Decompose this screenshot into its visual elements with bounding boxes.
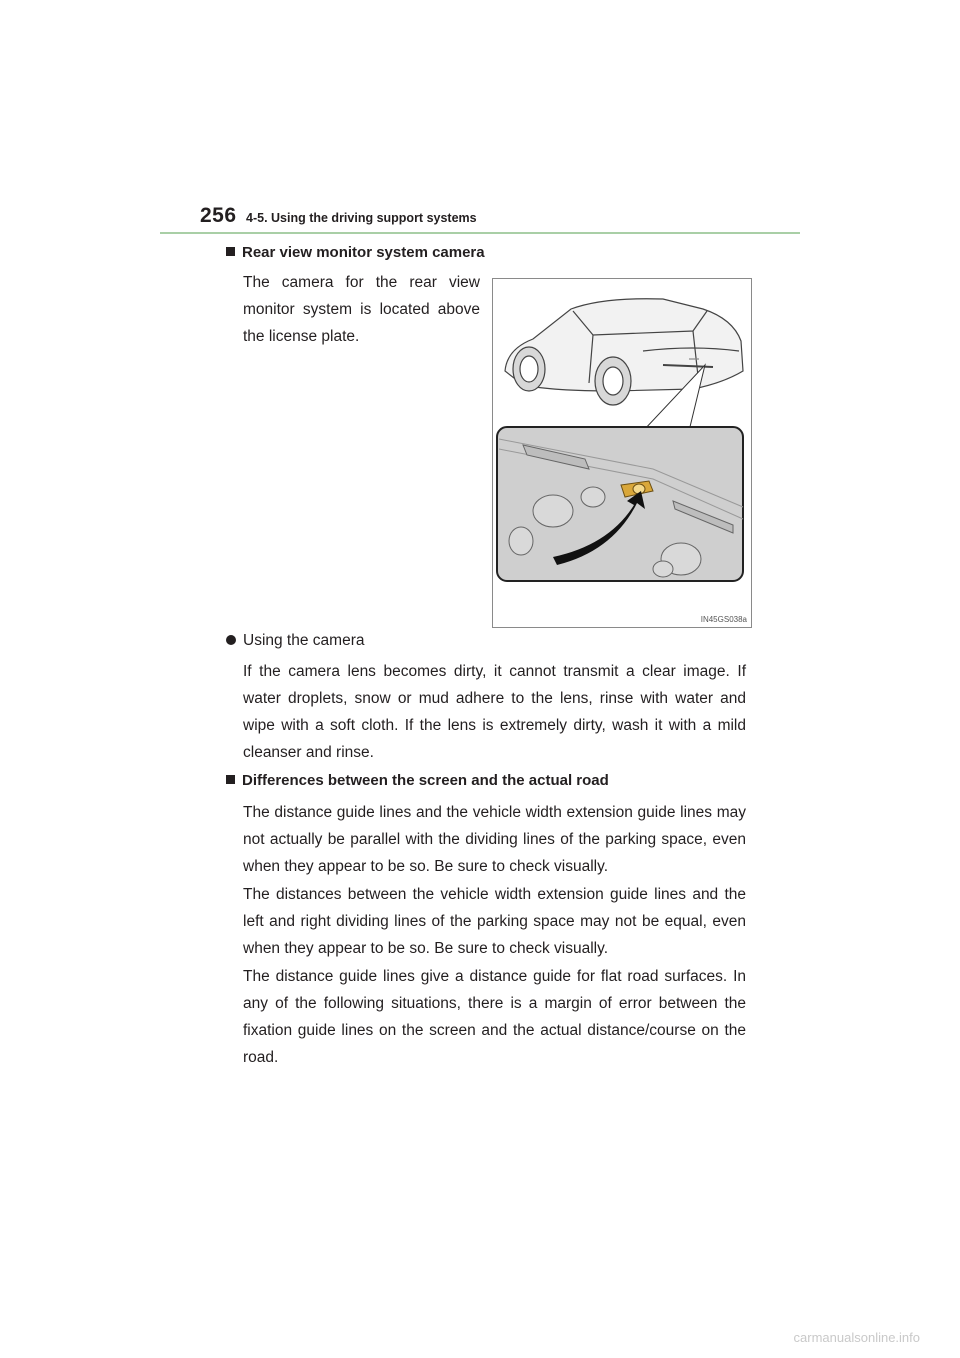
paragraph-margin-of-error: The distance guide lines give a distance guide for flat road surfaces. In any of the following situations, there is a margin of error between the fixation guide lines on the screen and the actual distance/course on the road. xyxy=(243,968,746,1066)
heading-screen-vs-road xyxy=(226,772,609,789)
heading-text: Rear view monitor system camera xyxy=(242,244,485,261)
header-rule xyxy=(160,232,800,234)
heading-text: Differences between the screen and the actual road xyxy=(242,772,609,789)
square-bullet-icon xyxy=(226,775,235,784)
camera-location-text: The camera for the rear view monitor system is located above the license plate. xyxy=(243,274,480,345)
footer-watermark xyxy=(0,1330,960,1345)
bullet-using-camera xyxy=(226,632,364,650)
camera-location-figure xyxy=(492,278,752,628)
section-title: 4-5. Using the driving support systems xyxy=(246,211,477,225)
car-icon xyxy=(505,299,743,405)
bullet-text: Using the camera xyxy=(243,632,365,649)
bullet-icon xyxy=(226,635,236,645)
using-camera-text: If the camera lens becomes dirty, it cannot transmit a clear image. If water droplets, snow or mud adhere to the lens, rinse with water and wipe with a soft cloth. If the lens is extremely dirty, wash it with a mild cleanser and rinse. xyxy=(243,663,746,761)
paragraph-guide-lines-distance: The distances between the vehicle width extension guide lines and the left and right dividing lines of the parking space may not be equal, even when they appear to be so. Be sure to check visually. xyxy=(243,886,746,957)
page-number: 256 xyxy=(200,204,237,227)
watermark-text: carmanualsonline.info xyxy=(793,1330,920,1345)
heading-rear-view-camera xyxy=(226,244,485,261)
square-bullet-icon xyxy=(226,247,235,256)
figure-code: IN45GS038a xyxy=(700,615,747,624)
car-rear-illustration xyxy=(493,279,751,627)
paragraph-guide-lines-parallel: The distance guide lines and the vehicle width extension guide lines may not actually be parallel with the dividing lines of the parking space, even when they appear to be so. Be sure to check visually. xyxy=(243,804,746,875)
